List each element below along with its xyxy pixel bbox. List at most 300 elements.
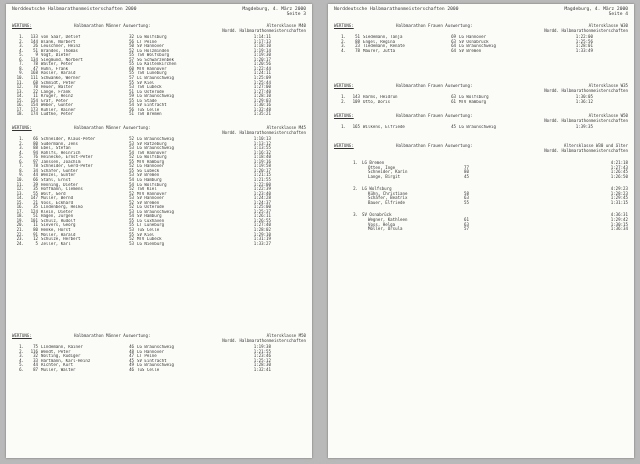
athlete-name: Heuer, Walter (41, 85, 74, 90)
finish-time: 1:16:32 (253, 149, 271, 155)
team-time: 4:29:23 (610, 186, 628, 192)
club-name: MTV Hamburg (459, 99, 487, 104)
section-title-block (74, 24, 206, 33)
start-number: 47 (33, 65, 38, 71)
birth-year: 45 (129, 357, 134, 363)
placing: 7. (19, 163, 24, 169)
birth-year: 52 (129, 154, 134, 160)
birth-year: 54 (129, 149, 134, 155)
club-name: TSV Lübeck (137, 85, 162, 90)
club-name: SV Kiel (137, 232, 155, 237)
placing: 9. (19, 172, 24, 178)
member-birth-year: 77 (464, 164, 469, 170)
athlete-name: Nolting, Rüdiger (41, 354, 81, 359)
athlete-name: Zeller, Karl (41, 241, 71, 246)
placing: 3. (19, 43, 24, 49)
club-name: SV Bremen (137, 173, 160, 178)
athlete-name: Schneider, Gerd-Peter (41, 164, 93, 169)
start-number: 173 (30, 106, 38, 112)
result-section (334, 84, 628, 104)
birth-year: 55 (129, 222, 134, 228)
start-number: 144 (30, 38, 38, 44)
athlete-name: Hartmann, Karl-Heinz (41, 358, 91, 363)
member-time: 1:27:43 (610, 164, 628, 170)
start-number: 154 (30, 102, 38, 108)
birth-year: 45 (451, 124, 456, 130)
placing: 8. (19, 65, 24, 71)
section-header (334, 84, 628, 93)
club-name: LG Osterode (137, 205, 165, 210)
member-time: 1:26:45 (610, 169, 628, 175)
placing: 1. (341, 124, 346, 130)
finish-time: 1:26:55 (253, 217, 271, 223)
age-class-block (206, 126, 306, 135)
birth-year: 49 (129, 362, 134, 368)
result-section (12, 24, 306, 117)
age-class: Altersklasse W35 (588, 83, 628, 88)
section-header (334, 24, 628, 33)
club-name: LG Osterode (137, 89, 165, 94)
club-name: LT Peine (137, 354, 157, 359)
birth-year: 57 (129, 56, 134, 62)
finish-time: 1:22:39 (253, 186, 271, 192)
birth-year: 55 (129, 97, 134, 103)
placing: 16. (16, 102, 24, 108)
club-name: MTV Lübeck (137, 237, 162, 242)
finish-time: 1:27:40 (253, 222, 271, 228)
finish-time: 1:22:00 (575, 34, 593, 40)
club-name: MTV Hannover (137, 66, 167, 71)
club-name: LG Hamburg (137, 178, 162, 183)
athlete-name: Engel, Regina (363, 39, 396, 44)
placing: 3. (19, 145, 24, 151)
member-birth-year: 80 (464, 169, 469, 175)
club-name: SG Lübeck (137, 168, 160, 173)
birth-year: 53 (129, 240, 134, 246)
start-number: 51 (355, 34, 360, 40)
member-name: Bauer, Elfriede (368, 199, 405, 205)
finish-time: 1:39:35 (575, 124, 593, 130)
club-name: LG Wolfsburg (137, 182, 167, 187)
start-number: 75 (33, 344, 38, 350)
finish-time: 1:26:11 (253, 213, 271, 219)
athlete-name: Müller, Bernd (41, 196, 74, 201)
placing: 18. (16, 213, 24, 219)
start-number: 88 (33, 145, 38, 151)
section-subtitle: Nordd. Halbmarathonmeisterschaften (222, 337, 306, 343)
member-birth-year: 63 (464, 195, 469, 201)
start-number: 70 (33, 84, 38, 90)
athlete-name: Janssen, Joachim (41, 159, 81, 164)
finish-time: 1:28:02 (253, 227, 271, 233)
athlete-name: Ebel, Stefan (41, 146, 71, 151)
club-name: SV Osnabrück (459, 39, 489, 44)
placing: 18. (16, 111, 24, 117)
section-title: Halbmarathon Frauen Auswertung: (396, 143, 473, 148)
club-name: LG Braunschweig (137, 94, 174, 99)
start-number: 66 (33, 177, 38, 183)
member-name: Kühn, Christiane (368, 190, 408, 196)
birth-year: 64 (451, 47, 456, 53)
page-header-title: Norddeutsche Halbmarathonmeisterschaften 2000 (334, 7, 459, 12)
birth-year: 53 (129, 208, 134, 214)
result-section (334, 114, 628, 130)
placing: 4. (19, 357, 24, 363)
placing: 1. (341, 94, 346, 100)
finish-time: 1:20:17 (253, 167, 271, 173)
club-name: LG Cuxhaven (137, 218, 165, 223)
finish-time: 1:27:40 (253, 88, 271, 94)
section-subtitle: Nordd. Halbmarathonmeisterschaften (222, 27, 306, 33)
club-name: MTV Hamburg (137, 159, 165, 164)
finish-time: 1:13:12 (253, 140, 271, 146)
section-header (334, 114, 628, 123)
finish-time: 1:22:44 (253, 65, 271, 71)
section-label: WERTUNG: (334, 23, 354, 28)
result-section (12, 126, 306, 246)
athlete-name: Tiedemann, Renate (363, 44, 405, 49)
start-number: 55 (33, 190, 38, 196)
results-page-right (328, 4, 634, 458)
club-name: LG Kaltenkirchen (137, 62, 177, 67)
placing: 24. (16, 240, 24, 246)
placing: 4. (341, 47, 346, 53)
team-time: 4:36:31 (610, 212, 628, 218)
club-name: LG Braunschweig (137, 345, 174, 350)
athlete-name: Harms, Heidrun (363, 95, 398, 100)
placing: 6. (19, 56, 24, 62)
athlete-name: Sudermann, Jens (41, 141, 78, 146)
finish-time: 1:19:38 (253, 344, 271, 350)
section-header (12, 24, 306, 33)
athlete-name: Lange, Frank (41, 89, 71, 94)
start-number: 23 (355, 43, 360, 49)
placing: 2. (19, 140, 24, 146)
age-class-block (528, 114, 628, 123)
athlete-name: Henke, Horst (41, 228, 71, 233)
start-number: 78 (355, 47, 360, 53)
athlete-name: Weber, Günter (41, 103, 74, 108)
finish-time: 1:25:09 (253, 75, 271, 81)
finish-time: 1:32:41 (253, 366, 271, 372)
club-name: LG Holzminden (137, 48, 170, 53)
start-number: 168 (30, 70, 38, 76)
section-title-block (396, 144, 528, 153)
club-name: TuS Celle (137, 228, 160, 233)
finish-time: 1:28:10 (253, 93, 271, 99)
team-placing: 1. (353, 160, 358, 166)
result-row (334, 125, 628, 130)
athlete-name: Rösler, Harald (41, 71, 76, 76)
member-time: 1:30:15 (610, 221, 628, 227)
member-time: 1:29:42 (610, 217, 628, 223)
section-title: Halbmarathon Frauen Auswertung: (396, 83, 473, 88)
start-number: 147 (30, 195, 38, 201)
team-time: 4:21:18 (610, 160, 628, 166)
section-title-block (396, 114, 528, 123)
athlete-name: Müller, Walter (41, 367, 76, 372)
finish-time: 1:25:12 (253, 357, 271, 363)
finish-time: 1:32:48 (253, 106, 271, 112)
section-subtitle: Nordd. Halbmarathonmeisterschaften (544, 117, 628, 123)
club-name: SG Schwarzenbek (137, 57, 174, 62)
start-number: 33 (33, 357, 38, 363)
member-time: 1:26:50 (610, 173, 628, 179)
club-name: SV Kiel (137, 80, 155, 85)
placing: 13. (16, 88, 24, 94)
member-birth-year: 63 (464, 221, 469, 227)
athlete-name: Schulze, Herbert (41, 237, 81, 242)
page-number: Seite 4 (608, 12, 628, 17)
birth-year: 53 (129, 145, 134, 151)
team-member-row (334, 201, 628, 206)
birth-year: 55 (129, 79, 134, 85)
athlete-name: Richter, Kurt (41, 363, 74, 368)
athlete-name: Hoffmann, Clemens (41, 187, 83, 192)
start-number: 143 (352, 94, 360, 100)
finish-time: 1:31:19 (253, 236, 271, 242)
club-name: TSV Lüneburg (137, 71, 167, 76)
start-number: 11 (33, 93, 38, 99)
club-name: TSV Wolfsburg (137, 53, 170, 58)
club-name: SV Bremen (137, 200, 160, 205)
athlete-name: Schwanke, Werner (41, 76, 81, 81)
start-number: 26 (33, 43, 38, 49)
placing: 4. (19, 47, 24, 53)
start-number: 80 (33, 227, 38, 233)
athlete-name: Vogt, Dieter (41, 53, 71, 58)
athlete-name: Otto, Doris (363, 99, 391, 104)
finish-time: 1:25:56 (575, 38, 593, 44)
club-name: LG Hannover (137, 349, 165, 354)
placing: 2. (341, 98, 346, 104)
finish-time: 1:13:55 (253, 145, 271, 151)
member-birth-year: 61 (464, 217, 469, 223)
start-number: 165 (352, 124, 360, 130)
birth-year: 52 (129, 199, 134, 205)
age-class-block (206, 334, 306, 343)
start-number: 174 (30, 111, 38, 117)
club-name: SV Eintracht (137, 358, 167, 363)
result-row (12, 242, 306, 247)
age-class: Altersklasse W30 (588, 23, 628, 28)
section-title: Halbmarathon Frauen Auswertung: (396, 23, 473, 28)
member-name: Wegner, Kathleen (368, 217, 408, 223)
birth-year: 59 (129, 93, 134, 99)
birth-year: 53 (129, 195, 134, 201)
start-number: 22 (33, 88, 38, 94)
start-number: 9 (35, 52, 38, 58)
member-birth-year: 57 (464, 226, 469, 232)
result-row (12, 368, 306, 373)
club-name: MTV Hannover (137, 191, 167, 196)
birth-year: 53 (129, 227, 134, 233)
placing: 9. (19, 70, 24, 76)
athlete-name: Schulz, Rudolf (41, 218, 76, 223)
finish-time: 1:35:21 (253, 111, 271, 117)
athlete-name: Kühler, Rainer (41, 107, 76, 112)
start-number: 94 (33, 149, 38, 155)
placing: 11. (16, 79, 24, 85)
result-row (12, 112, 306, 117)
start-number: 34 (33, 167, 38, 173)
member-time: 1:36:34 (610, 226, 628, 232)
club-name: SV Hannover (137, 196, 165, 201)
birth-year: 56 (129, 38, 134, 44)
team-placing: 2. (353, 186, 358, 192)
athlete-name: Wolf, Gerd (41, 191, 66, 196)
start-number: 5 (35, 240, 38, 246)
athlete-name: Möller, Harald (41, 232, 76, 237)
birth-year: 53 (129, 84, 134, 90)
athlete-name: Graf, Peter (41, 98, 69, 103)
member-time: 1:28:23 (610, 190, 628, 196)
placing: 23. (16, 236, 24, 242)
section-title-block (396, 24, 528, 33)
club-name: LG Braunschweig (137, 146, 174, 151)
birth-year: 54 (129, 102, 134, 108)
athlete-name: Wilkens, Elfriede (363, 125, 405, 130)
athlete-name: Krüger, Heinz (41, 94, 74, 99)
club-name: LG Hannover (459, 35, 487, 40)
club-name: LG Braunschweig (459, 44, 496, 49)
placing: 15. (16, 199, 24, 205)
age-class: Altersklasse M45 (266, 125, 306, 130)
finish-time: 1:24:11 (253, 70, 271, 76)
finish-time: 1:19:14 (253, 47, 271, 53)
section-label: WERTUNG: (12, 125, 32, 130)
member-name: Schäfer, Beatrix (368, 195, 408, 201)
birth-year: 61 (451, 98, 456, 104)
finish-time: 1:18:10 (253, 43, 271, 49)
finish-time: 1:14:11 (253, 34, 271, 40)
finish-time: 1:25:44 (253, 79, 271, 85)
birth-year: 50 (129, 43, 134, 49)
start-number: 35 (33, 186, 38, 192)
birth-year: 46 (129, 366, 134, 372)
section-title-block (396, 84, 528, 93)
birth-year: 55 (129, 217, 134, 223)
age-class: Altersklasse M40 (266, 23, 306, 28)
placing: 2. (19, 348, 24, 354)
birth-year: 52 (129, 47, 134, 53)
finish-time: 1:24:37 (253, 199, 271, 205)
athlete-name: Lüdtke, Peter (41, 112, 74, 117)
club-name: SV Ratzeburg (137, 141, 167, 146)
club-name: LG Wolfsburg (137, 155, 167, 160)
start-number: 66 (33, 136, 38, 142)
page-header-date: Magdeburg, 4. März 2000 (242, 7, 306, 12)
page-number: Seite 3 (286, 12, 306, 17)
section-label: WERTUNG: (334, 83, 354, 88)
placing: 15. (16, 97, 24, 103)
start-number: 35 (33, 204, 38, 210)
start-number: 44 (33, 172, 38, 178)
start-number: 91 (33, 231, 38, 237)
athlete-name: Maurer, Jutta (363, 48, 396, 53)
page-header (334, 7, 628, 19)
finish-time: 1:22:00 (253, 181, 271, 187)
section-subtitle: Nordd. Halbmarathonmeisterschaften (544, 147, 628, 153)
birth-year: 55 (129, 231, 134, 237)
athlete-name: Blank, Norbert (41, 39, 76, 44)
club-name: LG Hannover (137, 164, 165, 169)
birth-year: 52 (129, 163, 134, 169)
placing: 2. (19, 38, 24, 44)
placing: 12. (16, 186, 24, 192)
birth-year: 54 (129, 177, 134, 183)
finish-time: 1:17:13 (253, 38, 271, 44)
placing: 1. (19, 34, 24, 40)
club-name: LG Stade (137, 98, 157, 103)
section-title: Halbmarathon Männer Auswertung: (74, 125, 151, 130)
start-number: 78 (33, 61, 38, 67)
team-name: LG Bremen (362, 160, 385, 166)
club-name: LG Braunschweig (459, 125, 496, 130)
team-name: LG Wolfsburg (362, 186, 392, 192)
start-number: 78 (33, 163, 38, 169)
placing: 14. (16, 195, 24, 201)
page-header-title: Norddeutsche Halbmarathonmeisterschaften 2000 (12, 7, 137, 12)
athlete-name: Henning, Dieter (41, 182, 78, 187)
finish-time: 1:30:05 (575, 94, 593, 100)
placing: 2. (341, 38, 346, 44)
club-name: LG Braunschweig (137, 209, 174, 214)
placing: 5. (19, 362, 24, 368)
member-birth-year: 58 (464, 190, 469, 196)
start-number: 51 (33, 47, 38, 53)
placing: 13. (16, 190, 24, 196)
birth-year: 51 (129, 111, 134, 117)
finish-time: 1:33:49 (575, 47, 593, 53)
club-name: TuS Celle (137, 107, 160, 112)
birth-year: 56 (129, 106, 134, 112)
athlete-name: Brandes, Thomas (41, 48, 78, 53)
club-name: TSV Hannover (137, 150, 167, 155)
club-name: LT Lüneburg (137, 223, 165, 228)
birth-year: 51 (129, 88, 134, 94)
section-label: WERTUNG: (334, 143, 354, 148)
placing: 10. (16, 177, 24, 183)
start-number: 111 (30, 75, 38, 81)
birth-year: 64 (451, 43, 456, 49)
member-birth-year: 55 (464, 199, 469, 205)
start-number: 32 (33, 353, 38, 359)
club-name: LG Nienburg (137, 241, 165, 246)
age-class-block (528, 144, 628, 153)
birth-year: 69 (451, 34, 456, 40)
start-number: 124 (30, 208, 38, 214)
birth-year: 54 (129, 181, 134, 187)
page-header (12, 7, 306, 19)
club-name: LC Braunschweig (137, 76, 174, 81)
finish-time: 1:28:01 (575, 43, 593, 49)
finish-time: 1:20:17 (253, 56, 271, 62)
finish-time: 1:21:15 (253, 172, 271, 178)
athlete-name: von Saar, Detlef (41, 35, 81, 40)
placing: 1. (341, 34, 346, 40)
athlete-name: Voss, Eckhard (41, 200, 74, 205)
section-title-block (74, 334, 206, 343)
athlete-name: Klein, Dieter (41, 209, 74, 214)
member-time: 1:31:15 (610, 199, 628, 205)
placing: 5. (19, 52, 24, 58)
start-number: 87 (33, 366, 38, 372)
club-name: LG Wolfsburg (459, 95, 489, 100)
section-title: Halbmarathon Frauen Auswertung: (396, 113, 473, 118)
finish-time: 1:28:30 (253, 362, 271, 368)
finish-time: 1:23:46 (253, 353, 271, 359)
